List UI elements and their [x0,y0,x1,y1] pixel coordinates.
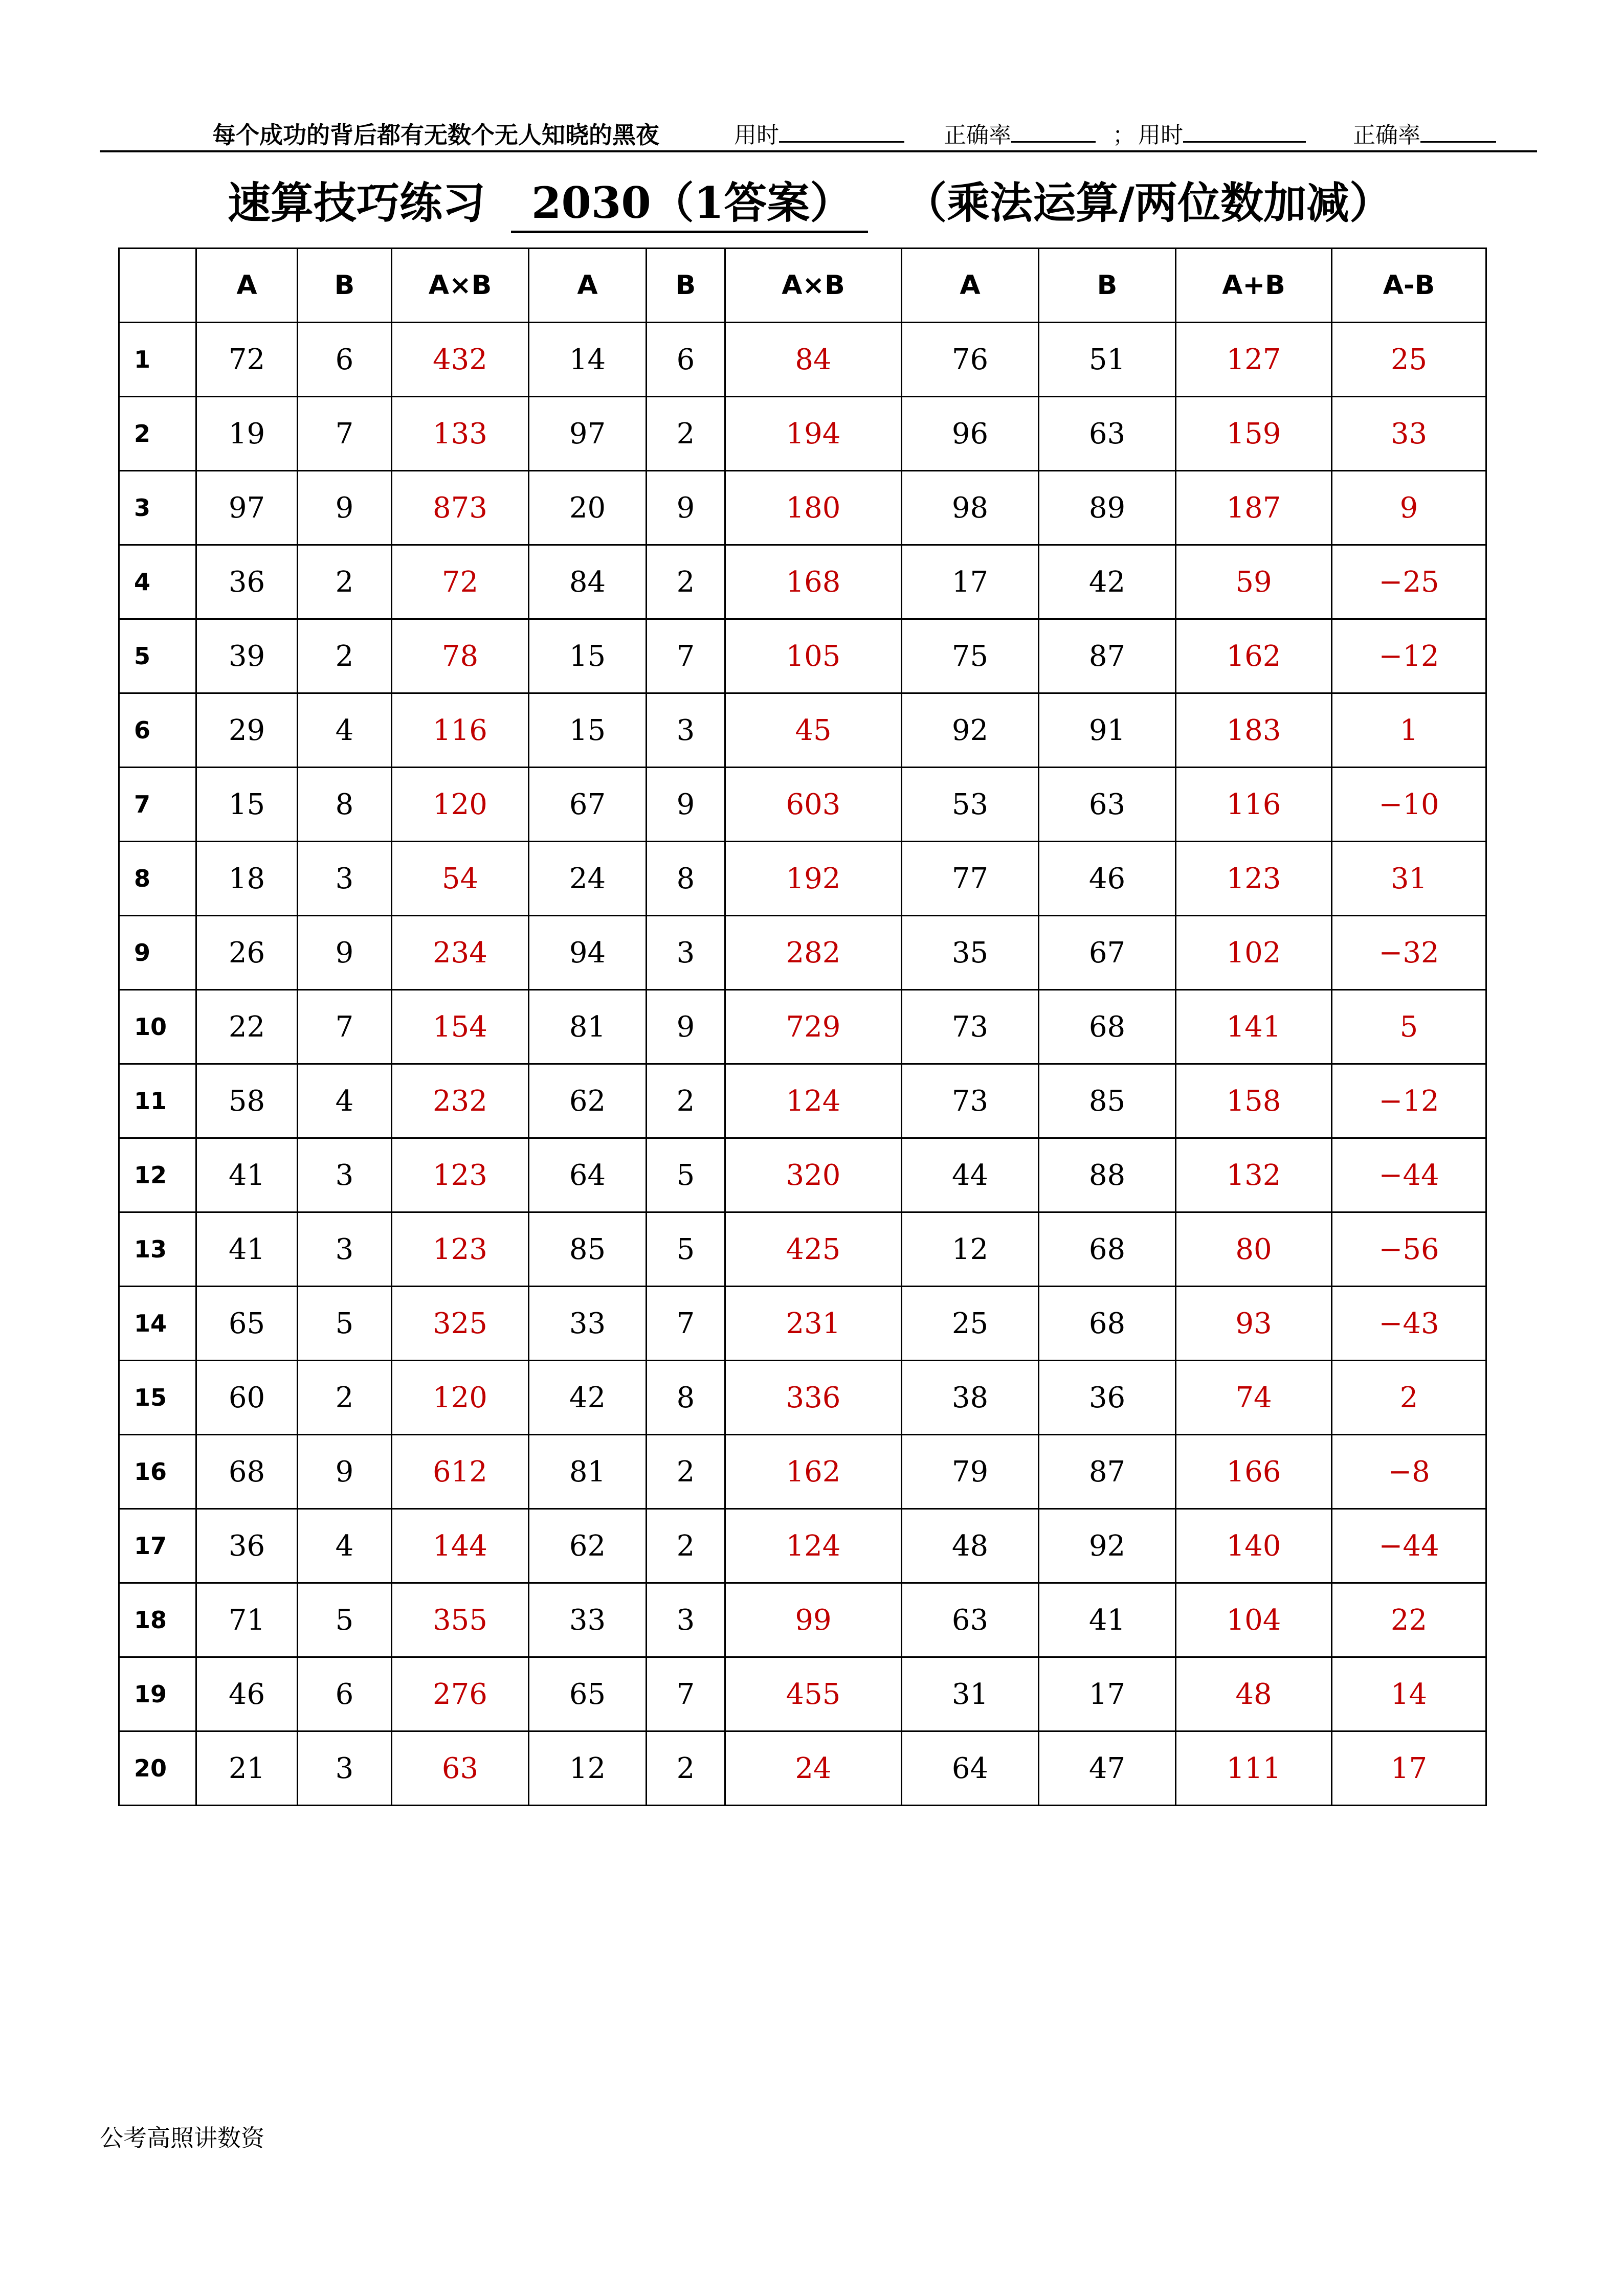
accuracy-field-2 [1353,117,1420,149]
operand-a: 81 [529,1435,647,1509]
product-header: A×B [725,249,902,323]
product-header: A×B [392,249,529,323]
operand-b: 9 [647,990,725,1064]
operand-a: 20 [529,471,647,545]
operand-b: 2 [647,1064,725,1138]
operand-b: 91 [1039,693,1176,768]
row-number: 7 [119,768,196,842]
operand-b: 6 [298,323,392,397]
product-answer: 180 [725,471,902,545]
table-row [119,1435,1486,1509]
operand-a: 48 [902,1509,1039,1583]
product-answer: 120 [392,1361,529,1435]
b-header: B [1039,249,1176,323]
table-header-row [119,249,1486,323]
accuracy-blank-2[interactable] [1420,117,1496,143]
a-header: A [196,249,298,323]
operand-b: 9 [298,1435,392,1509]
product-answer: 99 [725,1583,902,1657]
product-answer: 276 [392,1657,529,1731]
operand-b: 88 [1039,1138,1176,1212]
operand-a: 76 [902,323,1039,397]
difference-answer: −12 [1332,1064,1486,1138]
operand-b: 68 [1039,1287,1176,1361]
difference-answer: 14 [1332,1657,1486,1731]
row-number: 8 [119,842,196,916]
sum-answer: 127 [1176,323,1332,397]
sum-header: A+B [1176,249,1332,323]
time-field-1 [734,117,779,149]
a-header: A [902,249,1039,323]
operand-a: 15 [196,768,298,842]
table-row [119,323,1486,397]
row-number: 12 [119,1138,196,1212]
operand-a: 94 [529,916,647,990]
product-answer: 231 [725,1287,902,1361]
difference-answer: −8 [1332,1435,1486,1509]
operand-b: 2 [298,545,392,619]
operand-a: 46 [196,1657,298,1731]
table-row [119,545,1486,619]
separator: ； [1113,122,1135,148]
sum-answer: 132 [1176,1138,1332,1212]
practice-table [118,247,1487,1806]
operand-a: 53 [902,768,1039,842]
operand-b: 7 [647,1657,725,1731]
product-answer: 24 [725,1731,902,1806]
product-answer: 232 [392,1064,529,1138]
operand-b: 2 [647,1731,725,1806]
operand-b: 5 [647,1212,725,1287]
table-row [119,1657,1486,1731]
difference-answer: −43 [1332,1287,1486,1361]
sum-answer: 93 [1176,1287,1332,1361]
operand-b: 9 [298,471,392,545]
sum-answer: 166 [1176,1435,1332,1509]
operand-b: 68 [1039,990,1176,1064]
table-row [119,1064,1486,1138]
difference-answer: 5 [1332,990,1486,1064]
time-label-1: 用时 [734,122,779,148]
table-row [119,1287,1486,1361]
operand-b: 7 [298,397,392,471]
difference-header: A-B [1332,249,1486,323]
operand-b: 2 [647,1435,725,1509]
operand-a: 14 [529,323,647,397]
operand-b: 46 [1039,842,1176,916]
sum-answer: 111 [1176,1731,1332,1806]
table-row [119,471,1486,545]
product-answer: 355 [392,1583,529,1657]
operand-b: 2 [647,1509,725,1583]
operand-a: 15 [529,693,647,768]
product-answer: 612 [392,1435,529,1509]
difference-answer: 9 [1332,471,1486,545]
table-row [119,693,1486,768]
title-code: 2030（1答案） [511,169,868,233]
product-answer: 432 [392,323,529,397]
row-number: 11 [119,1064,196,1138]
sum-answer: 102 [1176,916,1332,990]
table-row [119,619,1486,693]
sum-answer: 59 [1176,545,1332,619]
operand-b: 7 [298,990,392,1064]
operand-a: 15 [529,619,647,693]
product-answer: 320 [725,1138,902,1212]
row-number: 17 [119,1509,196,1583]
operand-a: 64 [902,1731,1039,1806]
row-number: 13 [119,1212,196,1287]
product-answer: 234 [392,916,529,990]
operand-a: 24 [529,842,647,916]
difference-answer: −12 [1332,619,1486,693]
operand-a: 21 [196,1731,298,1806]
header-rule [100,150,1537,152]
difference-answer: 17 [1332,1731,1486,1806]
operand-a: 92 [902,693,1039,768]
sum-answer: 74 [1176,1361,1332,1435]
accuracy-blank-1[interactable] [1011,117,1096,143]
row-number: 9 [119,916,196,990]
difference-answer: 2 [1332,1361,1486,1435]
time-field-2 [1138,117,1183,149]
operand-a: 36 [196,545,298,619]
product-answer: 425 [725,1212,902,1287]
operand-a: 26 [196,916,298,990]
table-row [119,1583,1486,1657]
sum-answer: 141 [1176,990,1332,1064]
table-body [119,323,1486,1806]
title-subtitle: （乘法运算/两位数加减） [904,177,1392,228]
row-number: 2 [119,397,196,471]
operand-b: 3 [298,1138,392,1212]
operand-a: 36 [196,1509,298,1583]
product-answer: 154 [392,990,529,1064]
sum-answer: 183 [1176,693,1332,768]
operand-b: 67 [1039,916,1176,990]
product-answer: 325 [392,1287,529,1361]
difference-answer: 33 [1332,397,1486,471]
table-row [119,768,1486,842]
operand-b: 2 [298,1361,392,1435]
operand-b: 17 [1039,1657,1176,1731]
product-answer: 729 [725,990,902,1064]
operand-a: 58 [196,1064,298,1138]
table-row [119,1212,1486,1287]
operand-a: 62 [529,1064,647,1138]
row-number: 5 [119,619,196,693]
operand-a: 65 [196,1287,298,1361]
row-number: 6 [119,693,196,768]
operand-b: 42 [1039,545,1176,619]
operand-a: 98 [902,471,1039,545]
product-answer: 603 [725,768,902,842]
product-answer: 120 [392,768,529,842]
operand-b: 68 [1039,1212,1176,1287]
operand-a: 44 [902,1138,1039,1212]
time-blank-2[interactable] [1183,117,1306,143]
table-row [119,990,1486,1064]
operand-a: 68 [196,1435,298,1509]
operand-b: 4 [298,1064,392,1138]
operand-a: 67 [529,768,647,842]
a-header: A [529,249,647,323]
product-answer: 45 [725,693,902,768]
operand-b: 3 [647,1583,725,1657]
operand-b: 4 [298,1509,392,1583]
operand-a: 75 [902,619,1039,693]
product-answer: 54 [392,842,529,916]
sum-answer: 158 [1176,1064,1332,1138]
operand-b: 9 [647,471,725,545]
operand-a: 33 [529,1583,647,1657]
operand-b: 3 [298,1212,392,1287]
operand-b: 47 [1039,1731,1176,1806]
product-answer: 192 [725,842,902,916]
operand-b: 2 [647,545,725,619]
operand-a: 60 [196,1361,298,1435]
operand-a: 79 [902,1435,1039,1509]
operand-a: 41 [196,1212,298,1287]
difference-answer: −25 [1332,545,1486,619]
product-answer: 194 [725,397,902,471]
footer-text: 公考高照讲数资 [100,2124,264,2152]
table-row [119,1138,1486,1212]
operand-a: 22 [196,990,298,1064]
title-main: 速算技巧练习 [228,177,486,228]
product-answer: 84 [725,323,902,397]
operand-b: 8 [298,768,392,842]
time-blank-1[interactable] [779,117,904,143]
table-row [119,1731,1486,1806]
operand-b: 6 [647,323,725,397]
operand-b: 9 [298,916,392,990]
product-answer: 72 [392,545,529,619]
product-answer: 162 [725,1435,902,1509]
operand-a: 29 [196,693,298,768]
row-number: 14 [119,1287,196,1361]
operand-a: 77 [902,842,1039,916]
operand-a: 64 [529,1138,647,1212]
row-number: 10 [119,990,196,1064]
table-row [119,1361,1486,1435]
header-line [100,117,1420,153]
operand-b: 87 [1039,619,1176,693]
sum-answer: 123 [1176,842,1332,916]
product-answer: 873 [392,471,529,545]
sum-answer: 159 [1176,397,1332,471]
operand-b: 2 [647,397,725,471]
sum-answer: 80 [1176,1212,1332,1287]
operand-b: 3 [647,916,725,990]
motto: 每个成功的背后都有无数个无人知晓的黑夜 [212,121,659,149]
operand-a: 17 [902,545,1039,619]
product-answer: 133 [392,397,529,471]
product-answer: 168 [725,545,902,619]
page-title [228,169,1392,228]
operand-b: 4 [298,693,392,768]
operand-a: 72 [196,323,298,397]
operand-b: 5 [647,1138,725,1212]
row-number: 19 [119,1657,196,1731]
operand-b: 89 [1039,471,1176,545]
operand-a: 96 [902,397,1039,471]
b-header: B [298,249,392,323]
operand-a: 19 [196,397,298,471]
operand-a: 25 [902,1287,1039,1361]
operand-b: 5 [298,1583,392,1657]
table-row [119,916,1486,990]
operand-a: 18 [196,842,298,916]
operand-a: 39 [196,619,298,693]
operand-b: 8 [647,1361,725,1435]
difference-answer: −44 [1332,1138,1486,1212]
operand-a: 31 [902,1657,1039,1731]
product-answer: 123 [392,1138,529,1212]
row-number: 3 [119,471,196,545]
sum-answer: 187 [1176,471,1332,545]
operand-b: 2 [298,619,392,693]
table-row [119,842,1486,916]
difference-answer: 1 [1332,693,1486,768]
operand-a: 65 [529,1657,647,1731]
operand-b: 9 [647,768,725,842]
operand-b: 7 [647,619,725,693]
difference-answer: −32 [1332,916,1486,990]
operand-b: 41 [1039,1583,1176,1657]
row-number: 20 [119,1731,196,1806]
operand-b: 63 [1039,397,1176,471]
product-answer: 455 [725,1657,902,1731]
row-number: 15 [119,1361,196,1435]
product-answer: 144 [392,1509,529,1583]
product-answer: 124 [725,1064,902,1138]
difference-answer: −44 [1332,1509,1486,1583]
table-row [119,397,1486,471]
time-label-2: 用时 [1138,122,1183,148]
difference-answer: −10 [1332,768,1486,842]
operand-b: 6 [298,1657,392,1731]
b-header: B [647,249,725,323]
operand-a: 97 [196,471,298,545]
operand-a: 73 [902,1064,1039,1138]
row-number: 4 [119,545,196,619]
operand-a: 41 [196,1138,298,1212]
difference-answer: 22 [1332,1583,1486,1657]
operand-b: 7 [647,1287,725,1361]
product-answer: 78 [392,619,529,693]
operand-b: 3 [298,1731,392,1806]
operand-b: 92 [1039,1509,1176,1583]
sum-answer: 116 [1176,768,1332,842]
operand-b: 63 [1039,768,1176,842]
operand-b: 3 [647,693,725,768]
difference-answer: 25 [1332,323,1486,397]
row-number: 18 [119,1583,196,1657]
sum-answer: 140 [1176,1509,1332,1583]
product-answer: 123 [392,1212,529,1287]
operand-a: 97 [529,397,647,471]
difference-answer: −56 [1332,1212,1486,1287]
operand-a: 38 [902,1361,1039,1435]
sum-answer: 162 [1176,619,1332,693]
operand-a: 62 [529,1509,647,1583]
operand-a: 84 [529,545,647,619]
row-number: 1 [119,323,196,397]
operand-b: 5 [298,1287,392,1361]
operand-a: 81 [529,990,647,1064]
operand-b: 36 [1039,1361,1176,1435]
product-answer: 116 [392,693,529,768]
row-number: 16 [119,1435,196,1509]
accuracy-field-1 [944,117,1011,149]
operand-a: 33 [529,1287,647,1361]
table-row [119,1509,1486,1583]
operand-a: 35 [902,916,1039,990]
operand-a: 63 [902,1583,1039,1657]
operand-a: 73 [902,990,1039,1064]
operand-a: 12 [902,1212,1039,1287]
product-answer: 282 [725,916,902,990]
row-number-header [119,249,196,323]
product-answer: 336 [725,1361,902,1435]
operand-a: 71 [196,1583,298,1657]
sum-answer: 104 [1176,1583,1332,1657]
product-answer: 124 [725,1509,902,1583]
operand-b: 3 [298,842,392,916]
operand-a: 85 [529,1212,647,1287]
operand-a: 42 [529,1361,647,1435]
operand-b: 51 [1039,323,1176,397]
product-answer: 105 [725,619,902,693]
difference-answer: 31 [1332,842,1486,916]
operand-b: 87 [1039,1435,1176,1509]
product-answer: 63 [392,1731,529,1806]
operand-b: 85 [1039,1064,1176,1138]
accuracy-label-2: 正确率 [1353,122,1420,148]
sum-answer: 48 [1176,1657,1332,1731]
accuracy-label-1: 正确率 [944,122,1011,148]
operand-b: 8 [647,842,725,916]
operand-a: 12 [529,1731,647,1806]
